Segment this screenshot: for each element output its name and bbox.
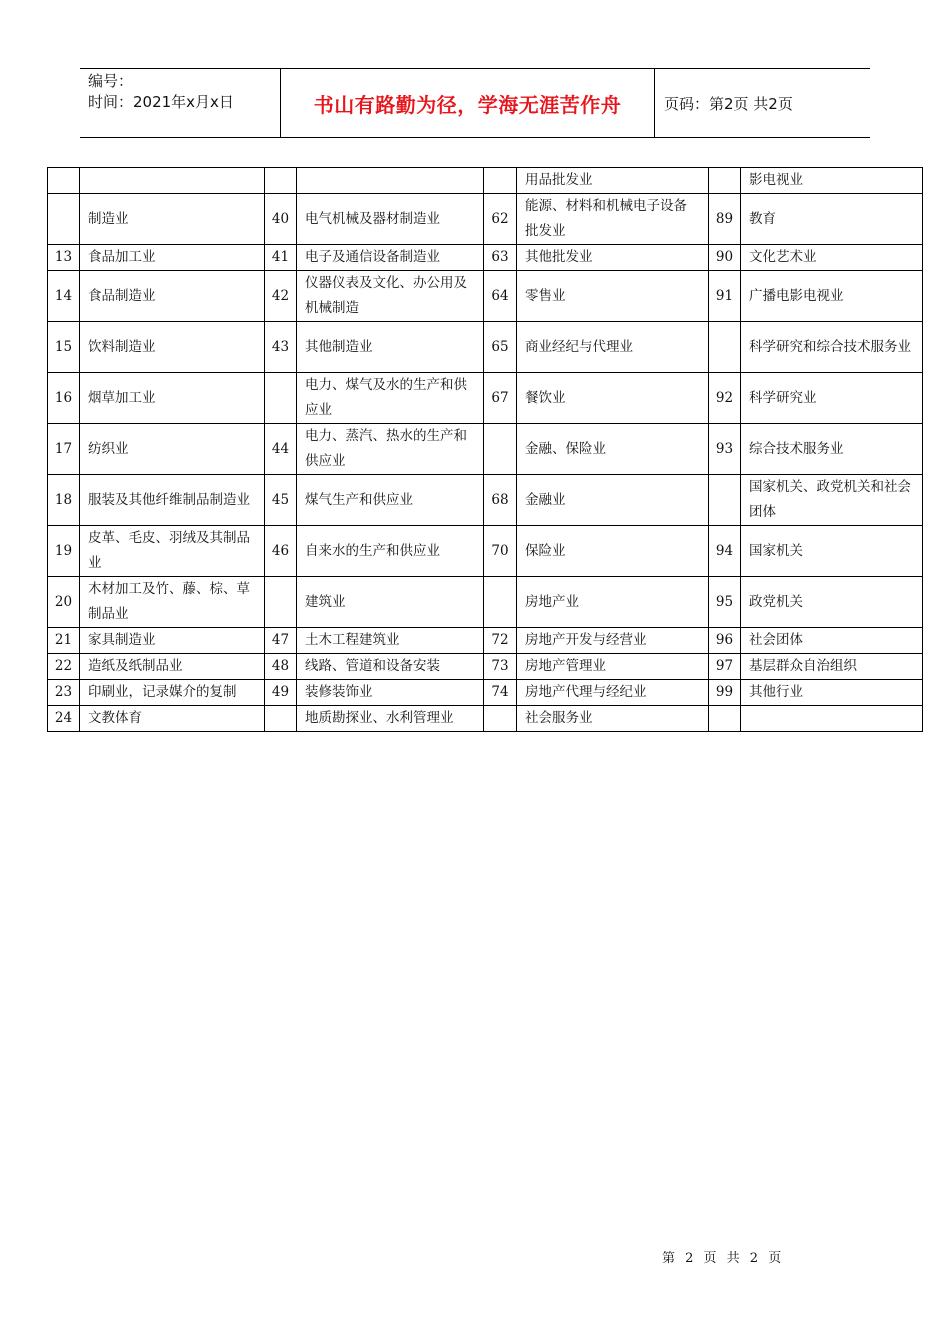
code-cell	[265, 577, 297, 628]
header-motto: 书山有路勤为径，学海无涯苦作舟	[281, 69, 655, 137]
industry-name-cell: 国家机关	[741, 526, 923, 577]
code-cell: 44	[265, 424, 297, 475]
industry-name-cell: 房地产管理业	[517, 654, 709, 680]
industry-name-cell: 其他行业	[741, 680, 923, 706]
industry-name-cell: 装修装饰业	[297, 680, 484, 706]
industry-name-cell: 饮料制造业	[80, 322, 265, 373]
industry-name-cell: 印刷业，记录媒介的复制	[80, 680, 265, 706]
table-row	[48, 322, 923, 373]
industry-name-cell: 社会团体	[741, 628, 923, 654]
code-cell: 68	[484, 475, 517, 526]
industry-name-cell: 服装及其他纤维制品制造业	[80, 475, 265, 526]
code-cell: 15	[48, 322, 80, 373]
industry-name-cell: 房地产开发与经营业	[517, 628, 709, 654]
industry-name-cell: 地质勘探业、水利管理业	[297, 706, 484, 732]
industry-name-cell: 食品加工业	[80, 245, 265, 271]
industry-name-cell: 房地产业	[517, 577, 709, 628]
industry-name-cell: 文教体育	[80, 706, 265, 732]
table-row	[48, 194, 923, 245]
code-cell: 48	[265, 654, 297, 680]
industry-name-cell: 木材加工及竹、藤、棕、草制品业	[80, 577, 265, 628]
code-cell: 70	[484, 526, 517, 577]
code-cell: 41	[265, 245, 297, 271]
industry-name-cell: 零售业	[517, 271, 709, 322]
code-cell: 90	[709, 245, 741, 271]
industry-name-cell: 建筑业	[297, 577, 484, 628]
table-row	[48, 245, 923, 271]
industry-name-cell: 基层群众自治组织	[741, 654, 923, 680]
industry-name-cell: 电子及通信设备制造业	[297, 245, 484, 271]
table-row	[48, 373, 923, 424]
industry-name-cell: 仪器仪表及文化、办公用及机械制造	[297, 271, 484, 322]
industry-name-cell: 社会服务业	[517, 706, 709, 732]
code-cell: 89	[709, 194, 741, 245]
industry-name-cell: 房地产代理与经纪业	[517, 680, 709, 706]
industry-name-cell: 商业经纪与代理业	[517, 322, 709, 373]
code-cell: 22	[48, 654, 80, 680]
table-row	[48, 168, 923, 194]
industry-name-cell: 造纸及纸制品业	[80, 654, 265, 680]
industry-name-cell: 用品批发业	[517, 168, 709, 194]
industry-name-cell: 科学研究和综合技术服务业	[741, 322, 923, 373]
table-row	[48, 424, 923, 475]
code-cell: 21	[48, 628, 80, 654]
table-row	[48, 526, 923, 577]
code-cell	[48, 194, 80, 245]
code-cell: 16	[48, 373, 80, 424]
header-page-number: 页码：第2页 共2页	[664, 94, 793, 113]
industry-name-cell: 教育	[741, 194, 923, 245]
industry-name-cell: 皮革、毛皮、羽绒及其制品业	[80, 526, 265, 577]
code-cell: 99	[709, 680, 741, 706]
code-cell: 17	[48, 424, 80, 475]
industry-name-cell	[297, 168, 484, 194]
table-row	[48, 271, 923, 322]
industry-name-cell: 广播电影电视业	[741, 271, 923, 322]
doc-time-label: 时间：2021年x月x日	[88, 93, 234, 111]
code-cell	[48, 168, 80, 194]
code-cell: 91	[709, 271, 741, 322]
code-cell	[484, 706, 517, 732]
code-cell: 43	[265, 322, 297, 373]
industry-name-cell: 综合技术服务业	[741, 424, 923, 475]
code-cell	[709, 475, 741, 526]
industry-name-cell: 家具制造业	[80, 628, 265, 654]
code-cell: 62	[484, 194, 517, 245]
table-row	[48, 628, 923, 654]
table-row	[48, 475, 923, 526]
industry-name-cell: 食品制造业	[80, 271, 265, 322]
code-cell: 63	[484, 245, 517, 271]
industry-name-cell: 电力、蒸汽、热水的生产和供应业	[297, 424, 484, 475]
code-cell: 96	[709, 628, 741, 654]
code-cell: 13	[48, 245, 80, 271]
code-cell: 40	[265, 194, 297, 245]
code-cell: 18	[48, 475, 80, 526]
code-cell: 14	[48, 271, 80, 322]
table-row	[48, 706, 923, 732]
industry-name-cell: 科学研究业	[741, 373, 923, 424]
code-cell	[709, 322, 741, 373]
code-cell: 65	[484, 322, 517, 373]
code-cell: 67	[484, 373, 517, 424]
industry-name-cell: 国家机关、政党机关和社会团体	[741, 475, 923, 526]
page-footer: 第 2 页 共 2 页	[662, 1251, 785, 1266]
code-cell	[265, 706, 297, 732]
industry-name-cell: 影电视业	[741, 168, 923, 194]
code-cell: 47	[265, 628, 297, 654]
code-cell: 42	[265, 271, 297, 322]
code-cell	[484, 168, 517, 194]
code-cell: 93	[709, 424, 741, 475]
code-cell: 24	[48, 706, 80, 732]
table-row	[48, 577, 923, 628]
code-cell: 46	[265, 526, 297, 577]
code-cell: 72	[484, 628, 517, 654]
industry-name-cell: 线路、管道和设备安装	[297, 654, 484, 680]
code-cell: 73	[484, 654, 517, 680]
code-cell	[265, 168, 297, 194]
industry-name-cell: 文化艺术业	[741, 245, 923, 271]
industry-name-cell: 自来水的生产和供应业	[297, 526, 484, 577]
industry-name-cell: 金融、保险业	[517, 424, 709, 475]
code-cell: 95	[709, 577, 741, 628]
industry-name-cell: 纺织业	[80, 424, 265, 475]
code-cell	[265, 373, 297, 424]
code-cell: 97	[709, 654, 741, 680]
table-row	[48, 654, 923, 680]
industry-name-cell: 其他制造业	[297, 322, 484, 373]
code-cell: 45	[265, 475, 297, 526]
code-cell: 94	[709, 526, 741, 577]
header-meta	[80, 69, 281, 137]
page-header	[80, 68, 870, 138]
industry-name-cell: 其他批发业	[517, 245, 709, 271]
industry-name-cell: 土木工程建筑业	[297, 628, 484, 654]
code-cell: 23	[48, 680, 80, 706]
code-cell	[709, 168, 741, 194]
industry-name-cell	[741, 706, 923, 732]
code-cell: 20	[48, 577, 80, 628]
code-cell: 74	[484, 680, 517, 706]
industry-name-cell: 电力、煤气及水的生产和供应业	[297, 373, 484, 424]
code-cell: 92	[709, 373, 741, 424]
doc-number-label: 编号：	[88, 72, 134, 90]
code-cell	[484, 577, 517, 628]
code-cell	[484, 424, 517, 475]
industry-name-cell: 政党机关	[741, 577, 923, 628]
industry-code-table	[47, 167, 923, 732]
industry-name-cell: 金融业	[517, 475, 709, 526]
code-cell: 64	[484, 271, 517, 322]
industry-name-cell: 保险业	[517, 526, 709, 577]
code-cell: 49	[265, 680, 297, 706]
industry-name-cell: 烟草加工业	[80, 373, 265, 424]
code-cell: 19	[48, 526, 80, 577]
code-cell	[709, 706, 741, 732]
industry-name-cell: 煤气生产和供应业	[297, 475, 484, 526]
table-row	[48, 680, 923, 706]
industry-name-cell: 餐饮业	[517, 373, 709, 424]
industry-name-cell: 能源、材料和机械电子设备批发业	[517, 194, 709, 245]
industry-name-cell	[80, 168, 265, 194]
industry-name-cell: 电气机械及器材制造业	[297, 194, 484, 245]
industry-name-cell: 制造业	[80, 194, 265, 245]
